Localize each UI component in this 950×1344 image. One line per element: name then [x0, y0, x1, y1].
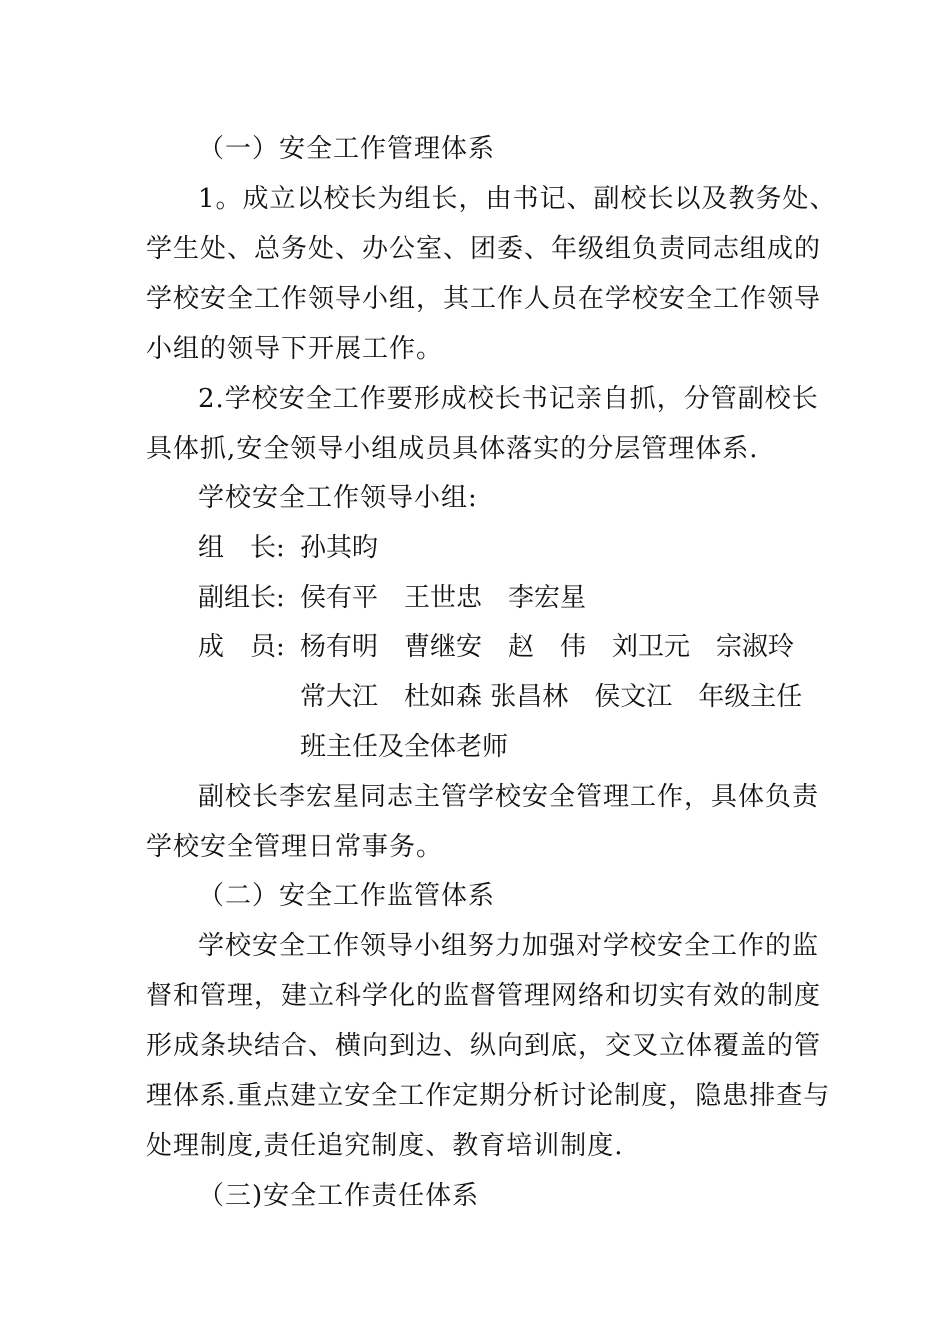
members-row: 杨有明 曹继安 赵 伟 刘卫元 宗淑玲 — [300, 632, 795, 662]
paragraph-line: 学校安全工作领导小组努力加强对学校安全工作的监 — [198, 931, 820, 961]
section-heading-1: （一）安全工作管理体系 — [198, 134, 496, 164]
deputy-label: 副组长: — [198, 583, 285, 613]
section-heading-2: （二）安全工作监管体系 — [198, 881, 496, 911]
leader-names: 孙其昀 — [300, 533, 379, 563]
paragraph-line: 督和管理，建立科学化的监督管理网络和切实有效的制度 — [146, 981, 822, 1011]
paragraph-line: 学校安全工作领导小组，其工作人员在学校安全工作领导 — [146, 284, 822, 314]
paragraph-line: 副校长李宏星同志主管学校安全管理工作，具体负责 — [198, 782, 820, 812]
paragraph-line: 2.学校安全工作要形成校长书记亲自抓，分管副校长 — [198, 384, 819, 414]
paragraph-line: 处理制度,责任追究制度、教育培训制度. — [146, 1131, 624, 1161]
paragraph-line: 学生处、总务处、办公室、团委、年级组负责同志组成的 — [146, 234, 822, 264]
members-row: 常大江 杜如森 张昌林 侯文江 年级主任 — [300, 682, 803, 712]
paragraph-line: 学校安全管理日常事务。 — [146, 832, 444, 862]
paragraph-line: 1。成立以校长为组长，由书记、副校长以及教务处、 — [198, 184, 837, 214]
members-label: 成 员: — [198, 632, 285, 662]
deputy-names: 侯有平 王世忠 李宏星 — [300, 583, 587, 613]
leader-label: 组 长: — [198, 533, 285, 563]
paragraph-line: 具体抓,安全领导小组成员具体落实的分层管理体系. — [146, 434, 759, 464]
paragraph-line: 形成条块结合、横向到边、纵向到底，交叉立体覆盖的管 — [146, 1031, 822, 1061]
section-heading-3: （三)安全工作责任体系 — [198, 1181, 480, 1211]
paragraph-line: 理体系.重点建立安全工作定期分析讨论制度，隐患排查与 — [146, 1081, 831, 1111]
group-title: 学校安全工作领导小组: — [198, 483, 478, 513]
members-row: 班主任及全体老师 — [300, 732, 509, 762]
paragraph-line: 小组的领导下开展工作。 — [146, 334, 444, 364]
